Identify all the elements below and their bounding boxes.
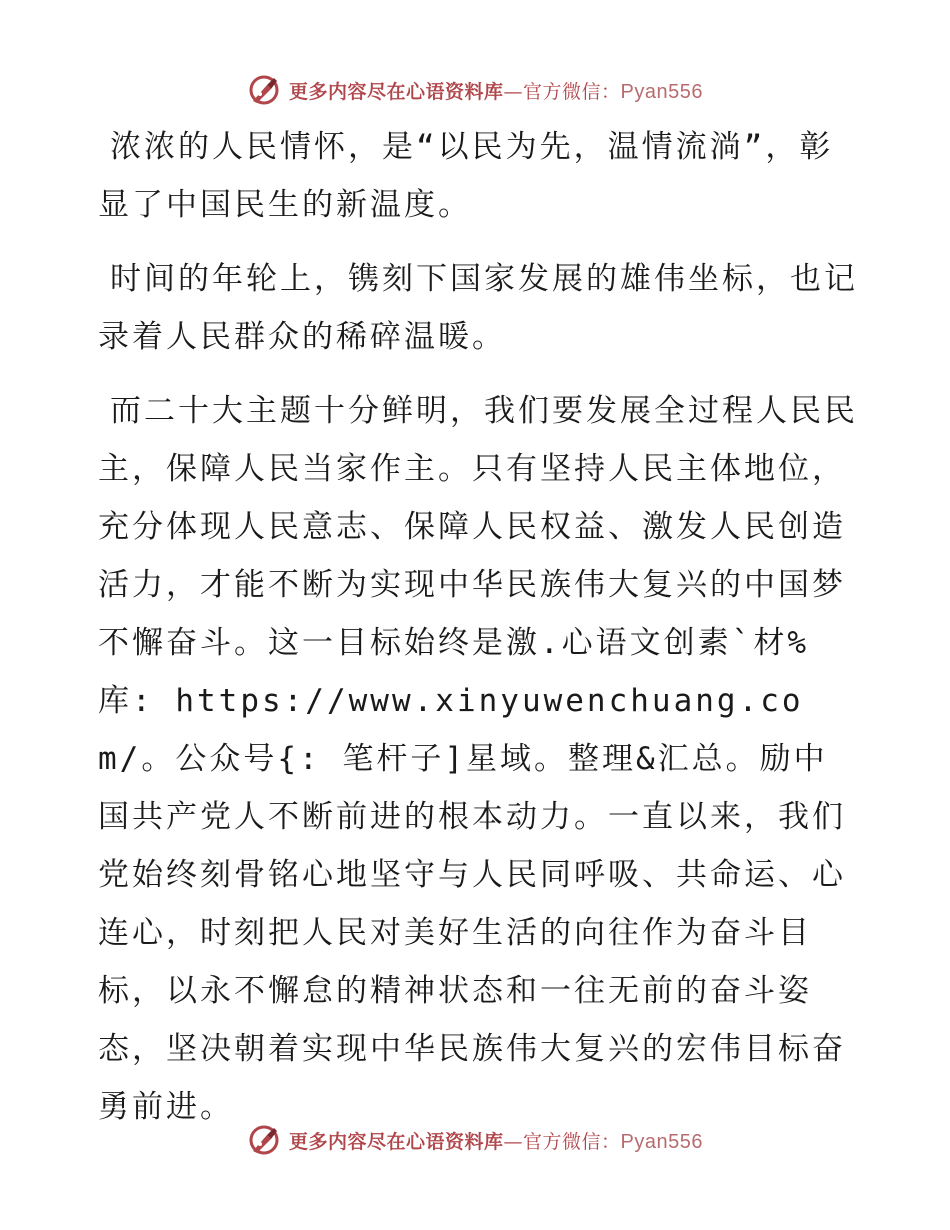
- footer-colon: ：: [601, 1130, 621, 1153]
- header-watermark-text: [289, 77, 703, 104]
- paragraph-text: 浓浓的人民情怀，是“以民为先，温情流淌”，彰显了中国民生的新温度。: [98, 129, 834, 223]
- header-site-text: 更多内容尽在心语资料库: [288, 80, 504, 103]
- footer-official-text: 官方微信: [523, 1130, 602, 1153]
- footer-wechat-id: Pyan556: [620, 1130, 703, 1153]
- paragraph: [98, 118, 858, 234]
- pen-logo-icon: [247, 73, 281, 107]
- footer-dash: —: [503, 1130, 523, 1153]
- header-official-text: 官方微信: [523, 80, 602, 103]
- footer-site-text: 更多内容尽在心语资料库: [288, 1130, 504, 1153]
- paragraph-text: 而二十大主题十分鲜明，我们要发展全过程人民民主，保障人民当家作主。只有坚持人民主体地位，充分体现人民意志、保障人民权益、激发人民创造活力，才能不断为实现中华民族伟大复兴的中国梦不懈奋斗。这一目标始终是激.心语文创素`材%库: https://www.xinyuwenchuang.com/。公众号{: 笔杆子]星域。整理&汇总。励中国共产党人不断前进的根本动力。一直以来，我们党始终刻骨铭心地坚守与人民同呼吸、共命运、心连心，时刻把人民对美好生活的向往作为奋斗目标，以永不懈怠的精神状态和一往无前的奋斗姿态，坚决朝着实现中华民族伟大复兴的宏伟目标奋勇前进。: [98, 393, 858, 1125]
- paragraph: [98, 250, 858, 366]
- footer-watermark: [0, 1120, 950, 1160]
- header-colon: ：: [601, 80, 621, 103]
- footer-watermark-text: [289, 1127, 703, 1154]
- paragraph-text: 时间的年轮上，镌刻下国家发展的雄伟坐标，也记录着人民群众的稀碎温暖。: [98, 261, 858, 355]
- header-wechat-id: Pyan556: [620, 80, 703, 103]
- document-body: [98, 118, 858, 1152]
- header-watermark: [0, 70, 950, 110]
- header-dash: —: [503, 80, 523, 103]
- pen-logo-icon: [247, 1123, 281, 1157]
- paragraph: [98, 382, 858, 1136]
